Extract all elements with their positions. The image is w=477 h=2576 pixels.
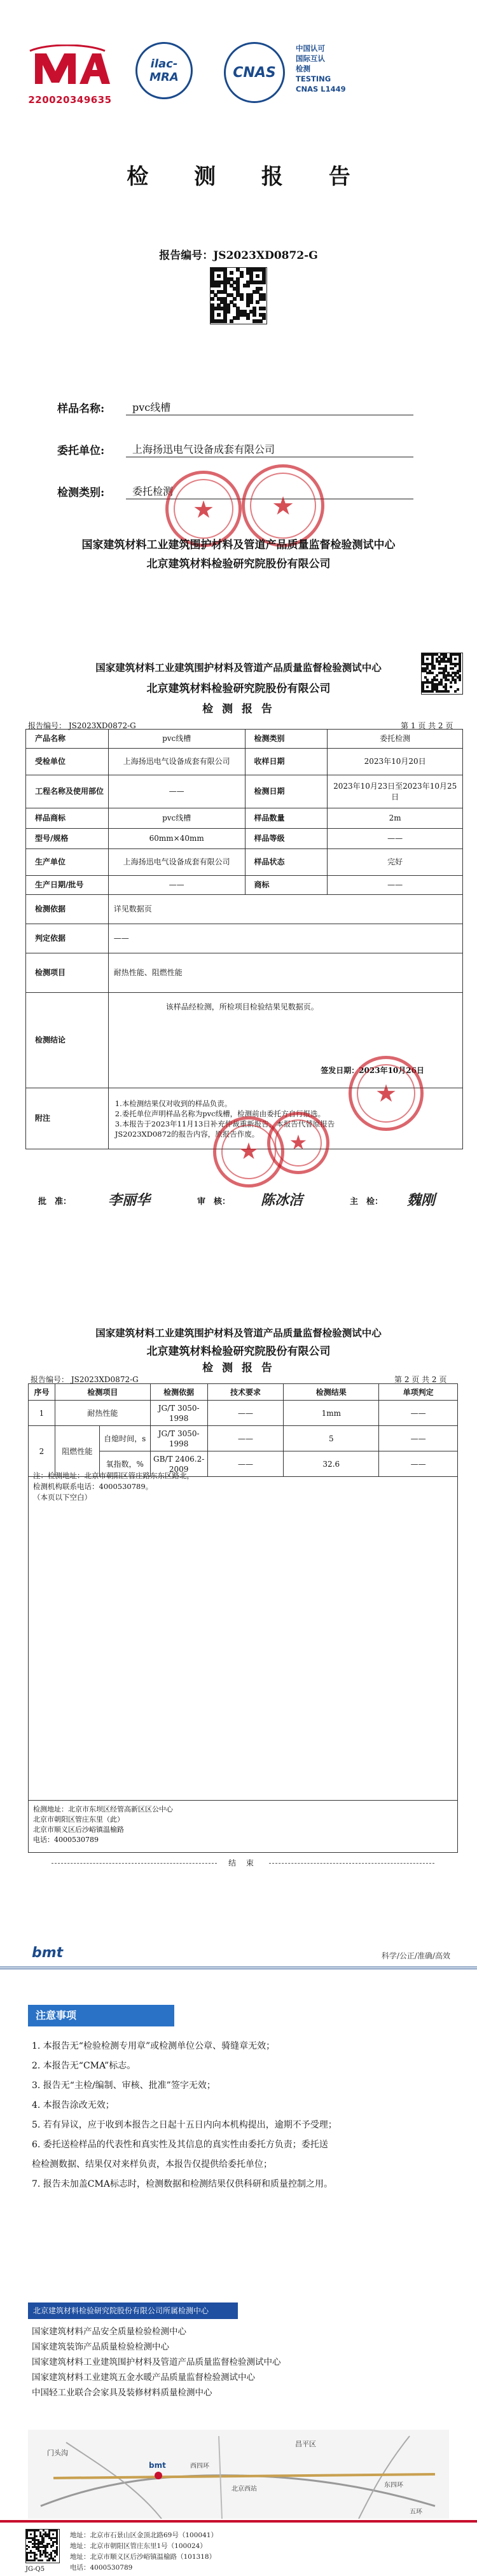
summary-page <box>0 636 477 1228</box>
qr-module <box>433 667 436 670</box>
note-line: 检测机构联系电话：4000530789。 <box>33 1482 153 1491</box>
map-label: 北京西站 <box>232 2486 257 2493</box>
cnas-info-line: 检测 <box>296 64 310 73</box>
form-code: JG-Q5 <box>25 2566 45 2573</box>
cnas-info-line: CNAS L1449 <box>296 85 346 93</box>
cell: 1 <box>29 1401 55 1426</box>
page-number: 第 1 页 共 2 页 <box>401 721 453 730</box>
location-pin-icon <box>155 2472 162 2479</box>
qr-module <box>50 2546 52 2548</box>
cell-value: pvc线槽 <box>108 808 245 829</box>
column-header: 序号 <box>29 1384 55 1401</box>
qr-module <box>459 679 461 681</box>
official-seal-icon: ★ <box>165 471 242 547</box>
footer-line: 北京市朝阳区管庄东里（此） <box>33 1815 124 1824</box>
footer-line: 电话：4000530789 <box>70 2564 133 2572</box>
footer-line: 地址：北京市顺义区后沙峪镇温榆路（101318） <box>70 2553 216 2561</box>
header-divider <box>0 1967 477 1969</box>
cell-label: 检测日期 <box>245 775 328 808</box>
footer-line: 电话：4000530789 <box>33 1836 99 1844</box>
qr-module <box>28 2546 30 2548</box>
org-item: 国家建筑材料产品安全质量检验检测中心 <box>32 2327 186 2337</box>
footer-line: 地址：北京市石景山区金顶北路69号（100041） <box>70 2531 218 2539</box>
qr-module <box>256 274 259 278</box>
notice-item: 7. 报告未加盖CMA标志时，检测数据和检测结果仅供科研和质量控制之用。 <box>32 2179 333 2189</box>
qr-module <box>252 313 256 317</box>
cell-label: 收样日期 <box>245 749 328 775</box>
qr-module <box>436 674 438 677</box>
map-label: 门头沟 <box>47 2449 68 2457</box>
cma-logo <box>25 45 114 106</box>
cell: —— <box>207 1401 284 1426</box>
qr-module <box>36 2535 38 2537</box>
notice-page <box>0 1934 477 2576</box>
cell: 1mm <box>284 1401 379 1426</box>
cell-value: 详见数据页 <box>108 895 462 924</box>
qr-module <box>36 2554 38 2556</box>
cell-value: 2023年10月20日 <box>328 749 463 775</box>
official-seal-icon: ★ <box>349 1056 424 1131</box>
cell: 2 <box>29 1426 55 1477</box>
report-number: 报告编号： JS2023XD0872-G <box>31 1375 139 1384</box>
footer-line: 检测地址：北京市东坝区经管高新区区公中心 <box>33 1805 173 1813</box>
qr-module <box>223 319 227 323</box>
notice-item: 3. 报告无“主检/编制、审核、批准”签字无效； <box>32 2081 216 2091</box>
page-header-3: 检 测 报 告 <box>202 1362 275 1375</box>
official-seal-icon: ★ <box>213 1116 284 1188</box>
qr-module <box>259 319 263 323</box>
sample-name-value: pvc线槽 <box>132 401 171 413</box>
data-notes <box>33 1471 194 1503</box>
page-header-1: 国家建筑材料工业建筑围护材料及管道产品质量监督检验测试中心 <box>95 1327 382 1339</box>
check-label: 主 检： <box>350 1197 384 1207</box>
footer-divider <box>0 2520 477 2523</box>
bmt-logo: bmt <box>32 1945 64 1961</box>
ilac-text: ilac-MRA <box>149 57 179 84</box>
qr-module <box>454 658 457 660</box>
qr-module <box>438 663 441 665</box>
cell-value: 上海扬迅电气设备成套有限公司 <box>108 849 245 876</box>
data-page <box>0 1272 477 1876</box>
qr-module <box>457 688 459 691</box>
qr-module <box>217 284 221 287</box>
report-number-value: JS2023XD0872-G <box>213 249 318 262</box>
signature-row <box>25 1188 464 1214</box>
client-label: 委托单位: <box>57 445 105 457</box>
page-header-1: 国家建筑材料工业建筑围护材料及管道产品质量监督检验测试中心 <box>95 661 382 674</box>
footer-lines <box>70 2530 218 2573</box>
cell: —— <box>207 1426 284 1451</box>
page-header-2: 北京建筑材料检验研究院股份有限公司 <box>146 682 331 695</box>
qr-module <box>54 2556 56 2558</box>
cnas-info-line: TESTING <box>296 74 331 83</box>
data-footer <box>28 1800 458 1853</box>
cell: 阻燃性能 <box>55 1426 99 1477</box>
qr-module <box>217 274 221 278</box>
qr-module <box>56 2554 58 2556</box>
cell-label: 检测结论 <box>26 993 109 1088</box>
notice-item: 6. 委托送检样品的代表性和真实性及其信息的真实性由委托方负责；委托送 <box>32 2140 328 2150</box>
client-field <box>57 436 413 478</box>
org-item: 国家建筑材料工业建筑五金水暖产品质量监督检验测试中心 <box>32 2372 255 2383</box>
cell-value: 委托检测 <box>328 730 463 749</box>
qr-module <box>48 2559 50 2561</box>
cell-value: —— <box>108 876 245 895</box>
ilac-logo <box>126 42 202 99</box>
cell: 氧指数，% <box>99 1451 150 1477</box>
remark-line: 1.本检测结果仅对收到的样品负责。 <box>114 1098 232 1108</box>
remark-line: 3.本报告于2023年11月13日补充仲裁重新报告，本报告代替原报告 <box>114 1119 335 1128</box>
map-label: bmt <box>149 2461 166 2470</box>
qr-module <box>454 665 457 667</box>
cell-label: 生产单位 <box>26 849 109 876</box>
cell-value: 2m <box>328 808 463 829</box>
cell-label: 检测项目 <box>26 953 109 993</box>
remark-line: JS2023XD0872的报告内容，原报告作废。 <box>114 1129 259 1139</box>
qr-module <box>30 2533 32 2535</box>
cell-value: 完好 <box>328 849 463 876</box>
cell-label: 商标 <box>245 876 328 895</box>
notice-item: 检检测数据、结果仅对来样负责，本报告仅提供给委托单位； <box>32 2159 272 2170</box>
page-number: 第 2 页 共 2 页 <box>394 1375 447 1384</box>
cell-label: 样品状态 <box>245 849 328 876</box>
column-header: 技术要求 <box>207 1384 284 1401</box>
table-row <box>29 1401 458 1426</box>
qr-module <box>447 690 450 693</box>
cnas-text: CNAS <box>233 64 276 81</box>
cell-value: —— <box>108 775 245 808</box>
cell: —— <box>379 1401 458 1426</box>
cell-value: 60mm×40mm <box>108 829 245 849</box>
org-item: 国家建筑装饰产品质量检验检测中心 <box>32 2342 169 2352</box>
cell-label: 附注 <box>26 1088 109 1149</box>
cell: JG/T 3050-1998 <box>150 1426 207 1451</box>
review-signature: 陈冰洁 <box>261 1192 303 1208</box>
note-line: 注：检测地址：北京市朝阳区管庄路东东区路北， <box>33 1471 194 1480</box>
map-label: 五环 <box>410 2509 422 2516</box>
cell-label: 受检单位 <box>26 749 109 775</box>
client-value: 上海扬迅电气设备成套有限公司 <box>132 443 275 455</box>
qr-module <box>246 284 250 287</box>
cell-value: —— <box>108 924 462 953</box>
qr-module <box>262 280 266 284</box>
qr-module <box>230 271 233 275</box>
approve-signature: 李丽华 <box>108 1192 151 1208</box>
approve-label: 批 准： <box>38 1197 72 1207</box>
category-value: 委托检测 <box>132 485 174 497</box>
cell-label: 工程名称及使用部位 <box>26 775 109 808</box>
column-header: 检测项目 <box>55 1384 150 1401</box>
qr-module <box>426 658 429 660</box>
note-line: （本页以下空白） <box>33 1493 92 1502</box>
column-header: 检测结果 <box>284 1384 379 1401</box>
accreditation-logos <box>25 38 458 114</box>
qr-code-icon <box>421 653 463 695</box>
qr-module <box>450 681 452 684</box>
notice-list <box>32 2037 452 2194</box>
cell-label: 产品名称 <box>26 730 109 749</box>
sample-name-field <box>57 394 413 436</box>
map-label: 东四环 <box>384 2482 403 2489</box>
cell: 自熄时间，s <box>99 1426 150 1451</box>
qr-module <box>452 667 454 670</box>
official-seal-icon: ★ <box>242 464 324 547</box>
org-item: 国家建筑材料工业建筑围护材料及管道产品质量监督检验测试中心 <box>32 2357 281 2367</box>
notice-title: 注意事项 <box>28 2005 174 2026</box>
page-header-3: 检 测 报 告 <box>202 703 275 716</box>
qr-module <box>217 313 221 317</box>
qr-module <box>256 300 259 304</box>
cell-label: 样品商标 <box>26 808 109 829</box>
cnas-info <box>296 43 398 94</box>
qr-module <box>431 690 434 693</box>
qr-module <box>54 2559 56 2561</box>
qr-module <box>431 672 434 674</box>
cell-value: —— <box>328 876 463 895</box>
cma-number: 220020349635 <box>28 94 112 106</box>
qr-module <box>236 316 240 320</box>
qr-module <box>450 686 452 688</box>
cell-label: 型号/规格 <box>26 829 109 849</box>
org-item: 中国轻工业联合会家具及装修材料质量检测中心 <box>32 2388 212 2398</box>
qr-module <box>52 2533 54 2535</box>
qr-module <box>246 303 250 307</box>
qr-module <box>211 297 214 301</box>
cell: 5 <box>284 1426 379 1451</box>
check-signature: 魏刚 <box>407 1192 436 1208</box>
cell-label: 判定依据 <box>26 924 109 953</box>
qr-module <box>246 316 250 320</box>
map-label: 西四环 <box>190 2463 209 2470</box>
cell-value: 2023年10月23日至2023年10月25日 <box>328 775 463 808</box>
cell: 耐热性能 <box>55 1401 150 1426</box>
cell-label: 样品等级 <box>245 829 328 849</box>
sample-name-label: 样品名称: <box>57 403 105 415</box>
notice-item: 4. 本报告涂改无效； <box>32 2100 114 2110</box>
qr-module <box>43 2541 45 2543</box>
qr-code-icon <box>25 2529 60 2563</box>
end-mark <box>28 1857 458 1868</box>
report-number <box>0 246 477 262</box>
qr-module <box>30 2556 32 2558</box>
organization-line-2: 北京建筑材料检验研究院股份有限公司 <box>146 558 331 571</box>
report-number: 报告编号： JS2023XD0872-G <box>28 721 136 730</box>
qr-module <box>230 319 233 323</box>
notice-item: 2. 本报告无“CMA”标志。 <box>32 2061 136 2071</box>
cell-value: —— <box>328 829 463 849</box>
review-label: 审 核： <box>197 1197 231 1207</box>
page-header-2: 北京建筑材料检验研究院股份有限公司 <box>146 1345 331 1358</box>
qr-module <box>41 2554 43 2556</box>
qr-module <box>26 2548 28 2550</box>
qr-module <box>454 690 457 693</box>
cell-label: 样品数量 <box>245 808 328 829</box>
cell: —— <box>379 1451 458 1477</box>
location-map <box>28 2430 449 2519</box>
organization-line-1: 国家建筑材料工业建筑围护材料及管道产品质量监督检验测试中心 <box>81 539 396 551</box>
qr-module <box>262 307 266 310</box>
remark-line: 2.委托单位声明样品名称为pvc线槽，检测前由委托方自行报选。 <box>114 1109 326 1118</box>
cell: 32.6 <box>284 1451 379 1477</box>
qr-module <box>454 681 457 684</box>
qr-module <box>56 2543 58 2545</box>
cell-label: 检测依据 <box>26 895 109 924</box>
cell: GB/T 2406.2-2009 <box>150 1451 207 1477</box>
qr-module <box>46 2546 48 2548</box>
footer-line: 北京市顺义区后沙峪镇温榆路 <box>33 1825 124 1834</box>
cover-page <box>0 0 477 585</box>
official-seal-icon: ★ <box>267 1112 329 1174</box>
qr-module <box>34 2559 36 2561</box>
cell-value: pvc线槽 <box>108 730 245 749</box>
conclusion-text: 该样品经检测，所检项目检验结果见数据页。 <box>165 1002 319 1011</box>
cnas-info-line: 国际互认 <box>296 54 325 63</box>
qr-module <box>240 297 244 301</box>
org-list <box>32 2324 281 2400</box>
qr-module <box>262 297 266 301</box>
qr-code-icon <box>210 267 267 324</box>
sign-date: 签发日期：2023年10月26日 <box>321 1066 424 1075</box>
map-label: 昌平区 <box>295 2440 316 2448</box>
footer-line: 地址：北京市朝阳区管庄东里1号（100024） <box>70 2542 207 2550</box>
report-number-label: 报告编号： <box>159 249 214 262</box>
table-row <box>29 1426 458 1451</box>
qr-module <box>41 2559 43 2561</box>
cell-value: 上海扬迅电气设备成套有限公司 <box>108 749 245 775</box>
cnas-info-line: 中国认可 <box>296 44 325 53</box>
cnas-logo <box>216 42 293 103</box>
cell: —— <box>379 1426 458 1451</box>
column-header: 单项判定 <box>379 1384 458 1401</box>
notice-item: 1. 本报告无“检验检测专用章”或检测单位公章、骑缝章无效； <box>32 2041 275 2051</box>
slogan: 科学/公正/准确/高效 <box>381 1951 450 1960</box>
qr-module <box>52 2545 54 2547</box>
cell-value: 耐热性能、阻燃性能 <box>108 953 462 993</box>
cell-label: 生产日期/批号 <box>26 876 109 895</box>
qr-module <box>459 670 461 672</box>
cell: JG/T 3050-1998 <box>150 1401 207 1426</box>
end-mark-text: 结 束 <box>228 1859 258 1867</box>
cell-label: 检测类别 <box>245 730 328 749</box>
report-title: 检 测 报 告 <box>127 164 370 190</box>
cell: —— <box>207 1451 284 1477</box>
column-header: 检测依据 <box>150 1384 207 1401</box>
cnas-globe-icon <box>224 42 285 103</box>
cma-icon <box>29 45 111 89</box>
org-bar: 北京建筑材料检验研究院股份有限公司所属检测中心 <box>28 2302 238 2319</box>
data-table <box>28 1383 458 1477</box>
category-label: 检测类别: <box>57 487 105 499</box>
page-footer <box>0 2525 477 2576</box>
ilac-globe-icon <box>135 42 193 99</box>
qr-module <box>426 686 429 688</box>
notice-item: 5. 若有异议，应于收到本报告之日起十五日内向本机构提出，逾期不予受理； <box>32 2120 337 2130</box>
qr-module <box>39 2556 41 2558</box>
